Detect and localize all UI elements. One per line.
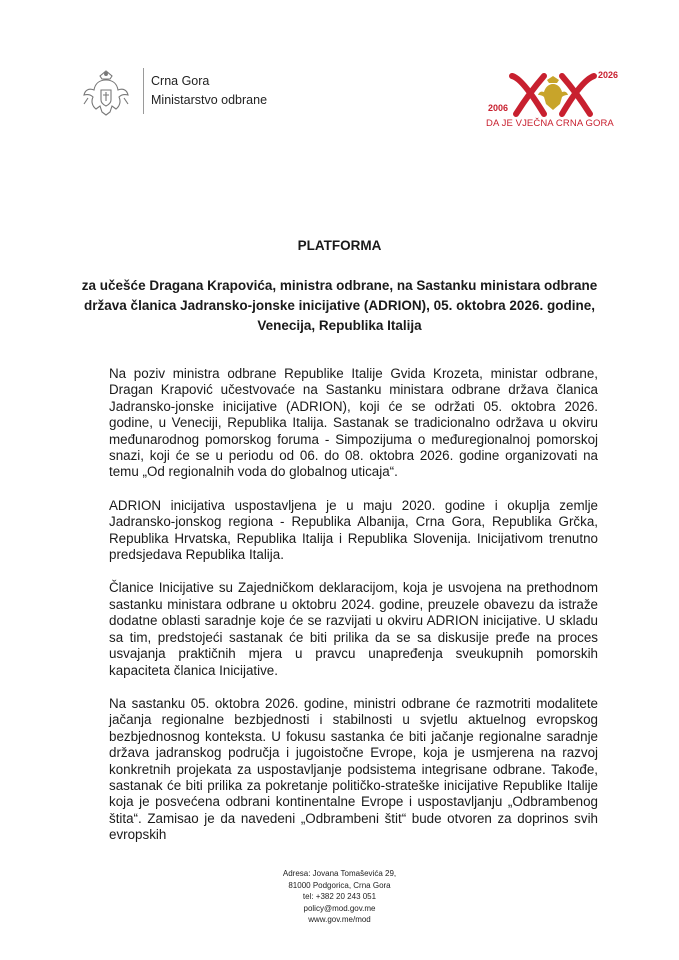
footer-address-line2: 81000 Podgorica, Crna Gora	[288, 880, 391, 890]
body-paragraph: Članice Inicijative su Zajedničkom deklaracijom, koja je usvojena na prethodnom sastanku ministara odbrane u oktobru 2024. godine, preuzele obavezu da istraže dodatne oblasti saradnje koje će se razvijati u okviru ADRION inicijative. U skladu sa tim, predstojeći sastanak će biti prilika da se sa diskusije pređe na proces usvajanja praktičnih mjera u pravcu unapređenja sveukupnih pomorskih kapaciteta članica Inicijative.	[109, 580, 598, 678]
footer-address-line1: Adresa: Jovana Tomaševića 29,	[282, 869, 397, 878]
anniversary-slogan: DA JE VJEČNA CRNA GORA	[486, 118, 614, 129]
footer-phone: tel: +382 20 243 051	[302, 892, 377, 902]
anniversary-year-start: 2006	[488, 103, 509, 113]
footer-contact	[0, 868, 679, 926]
organization-name	[151, 72, 267, 110]
anniversary-logo	[478, 66, 628, 138]
document-title: PLATFORMA	[297, 238, 382, 253]
document-body	[109, 366, 598, 861]
anniversary-year-end: 2026	[598, 70, 619, 80]
coat-of-arms-icon	[80, 68, 132, 120]
ministry-name: Ministarstvo odbrane	[151, 93, 268, 107]
header-divider	[143, 68, 144, 114]
footer-website[interactable]: www.gov.me/mod	[308, 915, 371, 925]
body-paragraph: Na sastanku 05. oktobra 2026. godine, ministri odbrane će razmotriti modalitete jačanja regionalne bezbjednosti i stabilnosti u svjetlu aktuelnog evropskog bezbjednosnog konteksta. U fokusu sastanka će biti jačanje regionalne saradnje država jadranskog područja i jugoistočne Evrope, koja je usmjerena na razvoj konkretnih projekata za uspostavljanje podsistema integrisane odbrane. Takođe, sastanak će biti prilika za pokretanje političko-strateške inicijative Republike Italije koja je posvećena odbrani kontinentalne Evrope i uspostavljanju „Odbrambenog štita“. Zamisao je da navedeni „Odbrambeni štit“ bude otvoren za doprinos svih evropskih	[109, 695, 598, 843]
body-paragraph: Na poziv ministra odbrane Republike Italije Gvida Krozeta, ministar odbrane, Dragan Krapović učestvovaće na Sastanku ministara odbrane država članica Jadransko-jonske inicijative (ADRION), koji će se održati 05. oktobra 2026. godine, u Veneciji, Republika Italija. Sastanak se tradicionalno održava u okviru međunarodnog pomorskog foruma - Simpozijuma o međuregionalnoj pomorskoj snazi, koji će se u periodu od 06. do 08. oktobra 2026. godine organizovati na temu „Od regionalnih voda do globalnog uticaja“.	[109, 366, 598, 480]
document-subtitle: za učešće Dragana Krapovića, ministra odbrane, na Sastanku ministara odbrane država članica Jadransko-jonske inicijative (ADRION), 05. oktobra 2026. godine, Venecija, Republika Italija	[81, 278, 598, 333]
footer-email[interactable]: policy@mod.gov.me	[303, 903, 376, 913]
country-name: Crna Gora	[151, 74, 210, 88]
body-paragraph: ADRION inicijativa uspostavljena je u maju 2020. godine i okuplja zemlje Jadransko-jonskog regiona - Republika Albanija, Crna Gora, Republika Grčka, Republika Hrvatska, Republika Italija i Republika Slovenija. Inicijativom trenutno predsjedava Republika Italija.	[109, 497, 598, 563]
letterhead	[0, 0, 679, 150]
